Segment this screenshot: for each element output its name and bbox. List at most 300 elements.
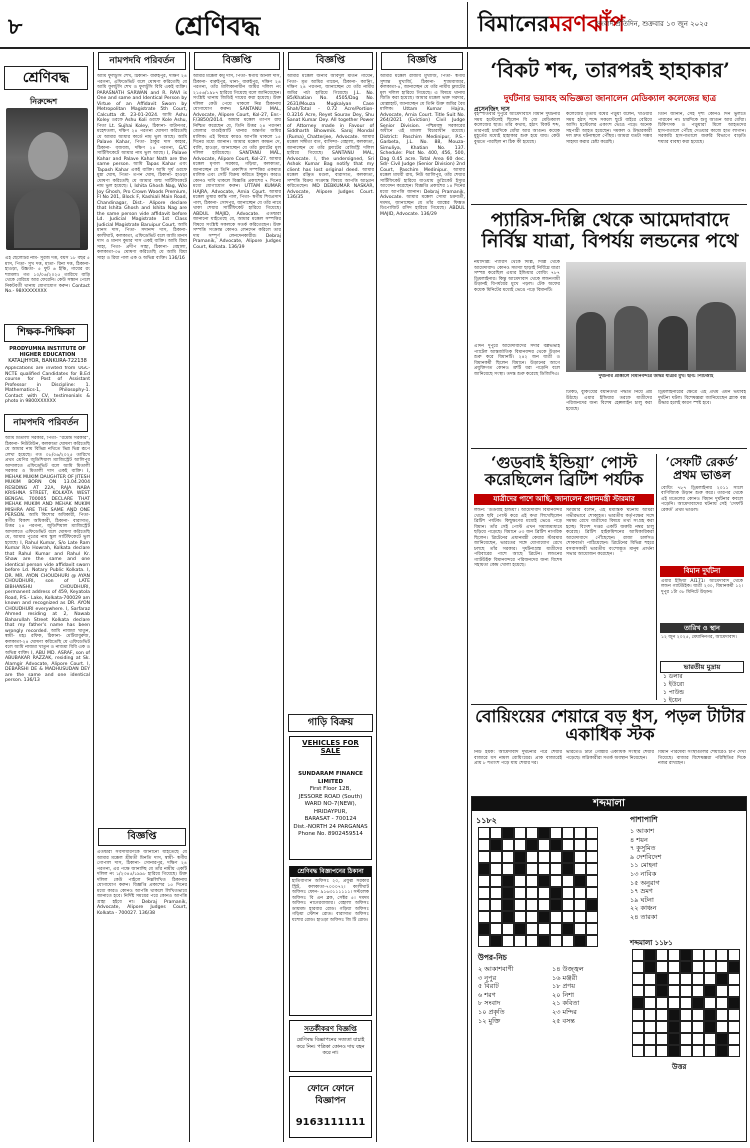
crossword-cell <box>478 851 490 863</box>
phone-ad <box>289 1076 372 1138</box>
crossword-cell <box>680 1009 692 1021</box>
crossword-cell <box>704 997 716 1009</box>
crossword-block-cell <box>574 935 586 947</box>
crossword-block-cell <box>574 875 586 887</box>
headline-1: ‘বিকট শব্দ, তারপরই হাহাকার’ <box>490 58 730 82</box>
crossword-cell <box>514 827 526 839</box>
crossword-cell <box>668 949 680 961</box>
crossword-cell <box>514 899 526 911</box>
article-3-col-b: স্টারমার বলেন, এই মর্মান্তিক ঘটনায় আমরা গভীরভাবে শোকাহত। ভারতীয় কর্তৃপক্ষের সঙ্গে সমন্বয় রেখে যাত্রীদের বিষয়ে তথ্য সংগ্রহ করা হচ্ছে। বিদেশ দপ্তর একটি জরুরি নম্বর চালু করেছে। ব্রিটিশ হাইকমিশনের আধিকারিকরা আমেদাবাদে পৌঁছেছেন। রাজা চার্লসও শোকবার্তা পাঠিয়েছেন। ব্রিটেনের বিভিন্ন শহরে বসবাসকারী ভারতীয় বংশোদ্ভূত মানুষ প্রার্থনা সভার আয়োজন করেছেন। <box>566 508 654 557</box>
airport-photo <box>566 262 746 372</box>
crossword-cell <box>514 887 526 899</box>
crossword-cell <box>632 961 644 973</box>
across-clue-10: ২৪ তারকা <box>630 912 658 921</box>
crossword-cell <box>668 997 680 1009</box>
photo-crowd-3 <box>658 316 688 370</box>
crossword-cell <box>586 887 598 899</box>
crossword-cell <box>632 1009 644 1021</box>
across-clue-7: ১৭ ভ্রমণ <box>630 887 653 896</box>
crossword-cell <box>478 827 490 839</box>
caution-title: সতর্কীকরণ বিজ্ঞপ্তি <box>304 1025 357 1033</box>
crossword-cell <box>562 839 574 851</box>
crossword-cell <box>478 887 490 899</box>
crossword-cell <box>716 1009 728 1021</box>
info-box-2-text: ১২ জুন ২০২৫, মেঘানিনগর, আমেদাবাদ। <box>661 634 737 640</box>
vehicle-ad-line-5: BARASAT - 700124 <box>304 816 357 822</box>
crossword-cell <box>574 887 586 899</box>
down-clue-12: ২৩ মন্দির <box>552 1007 577 1016</box>
crossword-cell <box>586 863 598 875</box>
crossword-cell <box>550 851 562 863</box>
shrenibaddha-header: শ্রেণিবদ্ধ <box>4 66 88 90</box>
crossword-cell <box>514 839 526 851</box>
bigyapti-header-1: বিজ্ঞপ্তি <box>98 828 186 846</box>
crossword-cell <box>632 949 644 961</box>
crossword-block-cell <box>490 935 502 947</box>
crossword-cell <box>562 875 574 887</box>
crossword-block-cell <box>728 997 740 1009</box>
across-clue-0: ১ আকাশ <box>630 827 655 835</box>
col-sep-4 <box>376 52 377 1142</box>
institute-city: KATALJHYOR, BANKURA-722138 <box>8 358 87 365</box>
crossword-cell <box>716 997 728 1009</box>
across-clue-3: ৯ দেশবিদেশ <box>630 852 662 861</box>
crossword-block-cell <box>668 1009 680 1021</box>
currency-row-1: ১ ইউরো <box>663 680 685 688</box>
crossword-cell <box>692 985 704 997</box>
article-1-col-a: বৃহস্পতিবার দুপুরে আমেদাবাদে বিমান দুর্ঘটনার সময় হস্টেলেই ছিলেন বি জে মেডিক্যাল কলেজের ছাত্র। তাঁর কথায়, হঠাৎ বিকট শব্দ, তারপরই চারদিকে ধোঁয়া আর আগুন। কয়েক মুহূর্তের মধ্যেই হাহাকার শুরু হয়ে যায়। কেউ বুঝতে পারছিল না ঠিক কী হয়েছে। <box>474 112 560 145</box>
crossword-cell <box>632 1021 644 1033</box>
crossword-cell <box>550 935 562 947</box>
shikkhok-header: শিক্ষক-শিক্ষিকা <box>4 324 88 342</box>
down-clue-10: ২০ নিশা <box>552 990 574 999</box>
crossword-cell <box>526 851 538 863</box>
byline-1: প্রসেনজিৎ দাস <box>474 106 510 113</box>
crossword-cell <box>586 935 598 947</box>
crossword-cell <box>478 899 490 911</box>
subhead-3: যাত্রীদের পাশে আছি, জানালেন প্রধানমন্ত্রী স্টারমার <box>474 494 654 505</box>
crossword-block-cell <box>668 1045 680 1057</box>
currency-row-2: ১ পাউন্ড <box>663 688 685 696</box>
name-change-col2-text: আমি ফুলটুসি শেখ, ঠিকানা- বারুইপুর, দক্ষিণ ২৪ পরগনা, এফিডেভিট বলে ঘোষণা করিতেছি যে আমি ফুলটুসি শেখ ও ফুলটুসি বিবি একই ব্যক্তি। PARASNATH SARWAN and R. RAVI is One and same and Identical Person by Virtue of an Affidavit Sworn by Metropolitan Magistrate 5th Court, Calcutta dt. 23-01-2024. আমি Ashu Koley ওরফে Ashu Koli ওরফে Kole Ashu, পিতা Lt. Sujhai Koley, ঠিকানা- বাটানগর, মহেশতলা, দক্ষিণ ২৪ পরগনা ঘোষণা করিতেছি যে আমার আধার কার্ডে নাম ভুল আছে। আমি Palave Kahar, পিতা- ঠাকুর দাস কাহার, ঠিকানা- বজবজ, দক্ষিণ ২৪ পরগনা, G/C সার্টিফিকেটে আমার নাম ভুল আছে। I, Palave Kahar and Palave Kahar Nath are the same person. আমি Tapas Kahar এবং Tapash Kahar একই ব্যক্তি। আমি সূর্য ওরফে মুন্না ঘোষ, পিতা- তপন ঘোষ, ঠিকানা- হাওড়া ঘোষণা করিতেছি যে আমার জন্ম সার্টিফিকেটে নাম ভুল হয়েছে। I, Ishita Ghosh Nag, W/o Joy Ghosh, Pro Crown Woods Premium, Fl No 201, Block F, Kashiali Main Road, Chandinagar, Dist.- Alipore declare that Ishita Ghosh and Ishita Nag are the same person vide affidavit before Ld. Judicial Magistrate 1st Class Judicial Magistrate Baruipur Court. আমি মানস দাস, পিতা- সদানন্দ দাস, ঠিকানা- কালীঘাট, কলকাতা, এফিডেভিট বলে আমি মানস দাস ও মানস কুমার দাস একই ব্যক্তি। আমি রিয়া সাহা, পিতা- প্রদীপ সাহা, ঠিকানা- বেহালা, কলকাতা-৩৪ ঘোষণা করিতেছি যে আমি রিয়া সাহা ও রিয়া পাল এক ও অভিন্ন ব্যক্তি। 136/16 <box>97 74 187 261</box>
info-box-2: তারিখ ও স্থান <box>660 623 744 633</box>
crossword-cell <box>692 1021 704 1033</box>
sidebar-box <box>656 454 747 704</box>
crossword-across-label: পাশাপাশি <box>630 815 658 824</box>
paper-name-red: মরণঝাঁপ <box>549 11 625 37</box>
across-clue-1: ৪ শয়ন <box>630 835 648 844</box>
crossword-cell <box>490 863 502 875</box>
crossword-cell <box>656 1045 668 1057</box>
sidebar-headline: ‘সেফটি রেকর্ড’ প্রথম ভাঙল <box>665 455 739 482</box>
crossword-cell <box>644 1009 656 1021</box>
crossword-cell <box>692 1009 704 1021</box>
classified-office-box <box>289 866 372 1016</box>
crossword-cell <box>526 899 538 911</box>
crossword-block-cell <box>586 899 598 911</box>
crossword-cell <box>644 1045 656 1057</box>
crossword-cell <box>490 827 502 839</box>
article-2-col-b: এদিন দুপুরে আমেদাবাদের সর্দার বল্লভভাই প্যাটেল আন্তর্জাতিক বিমানবন্দর থেকে উড়ান শুরু করে বিমানটি। ২৪২ জন যাত্রী ও বিমানকর্মী ছিলেন বিমানে। উড়ানের আগে প্রযুক্তিগত কোনও ত্রুটি ধরা পড়েনি বলে জানিয়েছে সংস্থা। তদন্ত শুরু করেছে ডিজিসিএ। <box>474 344 560 377</box>
article-4-col-c: বিমান পরিষেবা সংস্থাগুলির শেয়ারেও চাপ দেখা গিয়েছে। বাজার বিশেষজ্ঞরা পরিস্থিতির দিকে নজর রাখছেন। <box>658 750 746 766</box>
gari-bikroy-header: গাড়ি বিক্রয় <box>288 714 373 732</box>
crossword-cell <box>632 985 644 997</box>
down-clue-4: ৮ সংবাদ <box>478 999 501 1008</box>
crossword-cell <box>656 1021 668 1033</box>
crossword-solution-grid <box>632 949 740 1057</box>
crossword-block-cell <box>704 1009 716 1021</box>
crossword-block-cell <box>538 911 550 923</box>
vehicle-ad-line-4: HRIDAYPUR, <box>313 808 348 815</box>
crossword-panel <box>471 796 747 1142</box>
crossword-cell <box>716 985 728 997</box>
crossword-block-cell <box>514 851 526 863</box>
crossword-cell <box>668 973 680 985</box>
crossword-cell <box>574 923 586 935</box>
crossword-cell <box>656 997 668 1009</box>
crossword-cell <box>668 985 680 997</box>
rule-h2 <box>471 448 747 449</box>
bigyapti-header-3: বিজ্ঞপ্তি <box>288 52 373 70</box>
crossword-cell <box>644 985 656 997</box>
down-clue-2: ৫ বিরাট <box>478 982 499 991</box>
crossword-cell <box>478 911 490 923</box>
bigyapti-col3-text: আমার মক্কেল কমু দাস, পিতা- স্বর্গীয় অনিল দাস, ঠিকানা- বারুইপুর, থানা- বারুইপুর, দক্ষিণ ২৪ পরগনা, তাঁর মালিকানাধীন জমির দলিল নং ২১৫৬/১৯৮৭ হারিয়ে গিয়েছে বলে জানিয়েছেন। সংশ্লিষ্ট থানায় জিডিই দায়ের করা হয়েছে। উক্ত দলিল কেউ পেয়ে থাকলে নিম্ন ঠিকানায় যোগাযোগ করুন। SANTANU MAL, Advocate, Alipore Court, Kol-27, Enr.-F/3850/2014. আমার মক্কেল তাপস রায় নিশ্চিত করেছেন যে, তিনি উত্তর ২৪ পরগনা জেলার বাগুইআটি থানার অন্তর্গত জমির মালিক। এই বিষয়ে কারও আপত্তি থাকলে ১৫ দিনের মধ্যে জানান। আমার মক্কেল কাঞ্চন দে, বালি, হাওড়া, জানাচ্ছেন যে তাঁর ফ্ল্যাটের মূল দলিল হারিয়েছে। SANTANU MAL, Advocate, Alipore Court, Kol-27. আমার মক্কেল মৃণাল সরকার, গড়িয়া, কলকাতা, জানাচ্ছেন যে তিনি প্রকাশিত সম্পত্তির একমাত্র মালিক এবং সেটি বিক্রয় করিতে ইচ্ছুক। কারও কোনও দাবি থাকলে বিজ্ঞপ্তি প্রকাশের ৭ দিনের মধ্যে যোগাযোগ করুন। UTTAM KUMAR HAJRA, Advocate, Arnia Court. আমার মক্কেল তুষার কান্তি পাল, পিতা- স্বর্গীয় শিবপ্রসাদ পাল, ঠিকানা- সোদপুর, জানাচ্ছেন যে তাঁর নামে থাকা শেয়ার সার্টিফিকেট হারিয়ে গিয়েছে। ABDUL MAJID, Advocate. এতদ্বারা জানানো যাইতেছে যে, আমার মক্কেল সম্পত্তির বিষয়ে সংশ্লিষ্ট সকলকে সতর্ক করিতেছেন। উক্ত সম্পত্তি সংক্রান্ত কোনও লেনদেন করিলে তার দায় সম্পূর্ণ লেনদেনকারীর। Debraj Pramanik, Advocate, Alipore Judges Court, Kolkata. 136/39 <box>193 74 281 250</box>
article-3-col-a: লন্ডন: ‘গুডবাই ইন্ডিয়া’। আমেদাবাদ বিমানবন্দর থেকে ছবি পোস্ট করে এই কথা লিখেছিলেন ব্রিটিশ পর্যটক। কিছুক্ষণের মধ্যেই ভেঙে পড়ে বিমান। তাঁর সেই পোস্ট এখন সমাজমাধ্যমে ছড়িয়ে পড়েছে। বিমানে ৫৩ জন ব্রিটিশ নাগরিক ছিলেন। ব্রিটেনের প্রধানমন্ত্রী কেয়ার স্টারমার জানিয়েছেন, ভারতের সঙ্গে যোগাযোগ রেখে চলছে তাঁর সরকার। দুর্ঘটনাগ্রস্ত যাত্রীদের পরিবারের পাশে আছে ব্রিটেন। লন্ডনের গ্যাটউইক বিমানবন্দরে পরিজনদের জন্য বিশেষ সহায়তা কেন্দ্র খোলা হয়েছে। <box>474 508 562 568</box>
niruddesh-label: নিরুদ্দেশ <box>30 97 58 106</box>
article-2-col-d: ড্রিমলাইনারের ক্ষেত্রে এই প্রথম এমন ভয়াবহ দুর্ঘটনা ঘটল। বিশেষজ্ঞরা জানিয়েছেন ব্ল্যাক বক্স উদ্ধার হলেই কারণ স্পষ্ট হবে। <box>658 390 746 406</box>
article-4-col-b: ভারতেও টাটা গোষ্ঠীর একাধিক সংস্থার শেয়ার পড়েছে। লগ্নিকারীরা সতর্ক অবস্থান নিয়েছেন। <box>566 750 654 761</box>
crossword-block-cell <box>716 973 728 985</box>
crossword-cell <box>586 851 598 863</box>
crossword-block-cell <box>668 1021 680 1033</box>
paper-name-black: বিমানের <box>478 11 550 37</box>
info-box-text: এয়ার ইন্ডিয়া AI171। আমেদাবাদ থেকে লন্ডন গ্যাটউইক। যাত্রী ২৩০, বিমানকর্মী ১২। দুপুর ১টা ৩৮ মিনিটে উড়ান। <box>661 578 743 595</box>
crossword-cell <box>478 839 490 851</box>
crossword-block-cell <box>538 875 550 887</box>
across-clue-5: ১৩ নাবিক <box>630 869 657 878</box>
article-4-col-a: নিউ ইয়র্ক: আমেদাবাদ দুর্ঘটনার পরে শেয়ার বাজারে ধস নামল বোয়িংয়ের। প্রাক বাজারেই প্রায় ৮ শতাংশ পড়ে যায় শেয়ার দর। <box>474 750 562 766</box>
crossword-cell <box>728 985 740 997</box>
col-sep-3 <box>283 52 284 1142</box>
crossword-block-cell <box>632 997 644 1009</box>
crossword-cell <box>526 863 538 875</box>
across-clue-9: ২২ কাঞ্চন <box>630 904 657 913</box>
down-clue-5: ১০ প্রকৃতি <box>478 1007 505 1016</box>
crossword-cell <box>680 1033 692 1045</box>
crossword-cell <box>692 949 704 961</box>
col-sep-2 <box>189 52 190 1142</box>
crossword-block-cell <box>514 863 526 875</box>
page-number: ৮ <box>8 15 23 40</box>
across-clue-6: ১৫ অনুরাগ <box>630 878 660 887</box>
crossword-cell <box>656 961 668 973</box>
headline-2: প্যারিস-দিল্লি থেকে আমেদাবাদে নির্বিঘ্ন যাত্রা, বিপর্যয় লন্ডনের পথে <box>481 209 739 252</box>
vehicle-ad-line-6: Dist.-NORTH 24 PARGANAS <box>293 823 368 830</box>
col-sep-1 <box>93 52 94 1142</box>
name-change-col1-text: আমি মিতালী সরকার, পিতা- "রমেন্দ্র সরকার", ঠিকানা- নিউটাউন, কলকাতা ঘোষণা করিতেছি যে আমার নাম বিভিন্ন নথিতে ভিন্ন ভিন্ন রূপে লেখা হয়েছে। গত ০৮/০৬/২০২৫ তারিখে প্রথম শ্রেণির জুডিশিয়াল ম্যাজিস্ট্রেট আলিপুর আদালতে এফিডেভিট বলে আমি মিতালী সরকার ও মিতালী দাস একই ব্যক্তি। I, MEHAK MUKIM DAUGHTER OF JITESH MUKIM BORN ON 13.04.2004 RESIDING AT 22A, RAJA NABA KRISHNA STREET, KOLKATA WEST BENGAL 700005 DECLARE THAT MEHAK MUKIM AND MEHAK MUKIM MISHRA ARE THE SAME AND ONE PERSON. আমি কিশোর অধিকারী, পিতা- স্বর্গীয় বিকাশ অধিকারী, ঠিকানা- বারাসাত, উত্তর ২৪ পরগনা, জুডিশিয়াল ম্যাজিস্ট্রেট আদালতে এফিডেভিট বলে ঘোষণা করিতেছি যে, আমার পুত্রের নাম স্কুল সার্টিফিকেটে ভুল হয়েছে। I, Rahul Kumar, S/o Late Ram Kumar R/o Howrah, Kolkata declare that Rahul Kumar and Rahul Kr. Shaw are the same and one identical person vide affidavit sworn before Ld. Notary Public Kolkata. I, DR. MR. AYON CHOUDHURI @ AYAN CHOUDHURI, son of LATE BIBHANSHU CHOUDHURI, permanent address of 459, Keyatola Road, P.S.- Lake, Kolkata-700029 am known and recognized as DR. AYON CHOUDHURI everywhere. I, Sarfaraz Ahmed residing at 2, Nawab Baharullah Street Kolkata declare that my father's name has been wrongly recorded. আমি নাজমা খাতুন, স্বামী- মহঃ রফিক, ঠিকানা- মেটিয়াবুরুজ, কলকাতা-২৪ ঘোষণা করিতেছি যে এফিডেভিট বলে আমি নাজমা খাতুন ও নাজমা বিবি এক ও অভিন্ন ব্যক্তি। I, ABU MD. ASRAF, son of ABUBAKAR RAZZAK, residing at Sk. Alamgir Advocate, Alipore Court. I, DEBARSHI DE & MADHUSUDAN DEY are the same and one identical person. 136/13 <box>5 436 90 683</box>
crossword-cell <box>644 973 656 985</box>
crossword-cell <box>692 973 704 985</box>
classified-office-title: শ্রেণিবদ্ধ বিজ্ঞাপনের ঠিকানা <box>290 867 371 877</box>
crossword-cell <box>680 973 692 985</box>
crossword-cell <box>550 827 562 839</box>
down-clue-9: ১৮ প্রণয় <box>552 982 576 991</box>
crossword-cell <box>538 863 550 875</box>
caution-text: শ্রেণিবদ্ধ বিজ্ঞাপনের সত্যতা যাচাই করে নিন। পত্রিকা কোনও দায় বহন করে না। <box>296 1037 365 1056</box>
crossword-cell <box>716 949 728 961</box>
crossword-cell <box>478 935 490 947</box>
crossword-cell <box>574 911 586 923</box>
crossword-cell <box>656 949 668 961</box>
crossword-cell <box>550 863 562 875</box>
crossword-block-cell <box>526 839 538 851</box>
phone-ad-label: ফোনে ফোনে বিজ্ঞাপন <box>307 1084 354 1106</box>
crossword-number: ১১৮২ <box>476 816 497 825</box>
down-clue-11: ২১ কবিতা <box>552 999 580 1008</box>
photo-crowd-2 <box>614 306 648 370</box>
institute-text: Applications are invited from UGC-NCTE qualified Candidates for B.Ed course for Post of Assistant Professor in Discipline: 1. Mathematics-1, Philosophy-1. Contact with CV, testimonials & photo in 9800XXXXXX <box>5 366 90 404</box>
crossword-cell <box>526 827 538 839</box>
crossword-block-cell <box>502 899 514 911</box>
crossword-cell <box>514 935 526 947</box>
down-clue-1: ৩ নূপুর <box>478 973 497 982</box>
bigyapti-col4-text: আমার মক্কেল জনাব আবদুল মতিন গায়েন, পিতা- মৃত আমির গায়েন, ঠিকানা- ক্যানিং, দক্ষিণ ২৪ পরগনা, জানাচ্ছেন যে তাঁর নামীয় জমির পর্চা হারিয়ে গিয়েছে। J.L. No. 85/Khatian No. 4505/Dag No. 2631/Mouza Mugkalyan Case Shah/Total - 0.72 Acre/Portion- 0.3216 Acre, Reyet Sourav Dey, Shu Sanat Kumar Dey. All together Power of Attorney made in Favour of Siddharth Bhowmik. Saroj Mondal (Ruma) Chatterjee, Advocate. আমার মক্কেল সঙ্গীতা বাগ, বাসিন্দা- বেহালা, কলকাতা, জানাচ্ছেন যে তাঁর ফ্ল্যাটের রেজিস্ট্রি দলিল হারিয়ে গিয়েছে। SANTANU MAL, Advocate. I, the undersigned, Sri Ashok Kumar Bag notify that my client has lost original deed. আমার মক্কেল রঞ্জিত মণ্ডল, বারাসাত, কলকাতা, সম্পত্তি বিক্রয় সংক্রান্ত বিষয়ে আপত্তি আহ্বান করিতেছেন। MD DEBKUMAR NASKAR, Advocate, Alipore Judges Court. 136/35 <box>287 74 374 200</box>
crossword-block-cell <box>538 827 550 839</box>
crossword-cell <box>490 875 502 887</box>
crossword-cell <box>680 1045 692 1057</box>
crossword-block-cell <box>668 1033 680 1045</box>
rule-h3 <box>471 704 747 705</box>
bigyapti-header-4: বিজ্ঞপ্তি <box>381 52 463 70</box>
crossword-solution-label: উত্তর <box>672 1063 687 1071</box>
crossword-cell <box>728 949 740 961</box>
classified-office-text: হাতিবাগান অফিসঃ ২০, প্রফুল্ল সরকার স্ট্রিট, কলকাতা-৭০০০৭২। কালীঘাট অফিসঃ ফোন- ৯১৬৩১১১১১১। সল্টলেক অফিসঃ বি এন ব্লক, সেক্টর ৫। দমদম অফিসঃ নাগেরবাজার। বেহালা অফিসঃ ডায়মন্ড হারবার রোড। গড়িয়া অফিসঃ গড়িয়া স্টেশন রোড। বারাসাত অফিসঃ যশোর রোড। হাওড়া অফিসঃ জি টি রোড। <box>292 879 369 923</box>
crossword-block-cell <box>656 985 668 997</box>
down-clue-13: ২৫ বসন্ত <box>552 1016 575 1025</box>
crossword-block-cell <box>562 851 574 863</box>
crossword-cell <box>526 935 538 947</box>
crossword-cell <box>692 1045 704 1057</box>
down-clue-0: ২ আকাশবাণী <box>478 965 514 973</box>
headline-4: বোয়িংয়ের শেয়ারে বড় ধস, পড়ল টাটার একাধিক স্টক <box>475 707 745 746</box>
crossword-cell <box>538 851 550 863</box>
currency-row-3: ১ ইয়েন <box>663 696 682 704</box>
article-2-col-c: টিকিট, বুকিংয়ের বয়ানতথ্য পদ্ধতি নিয়ে প্রশ্ন উঠছে। এয়ার ইন্ডিয়ার তরফে যাত্রীদের পরিজনদের জন্য বিশেষ হেল্পলাইন চালু করা হয়েছে। <box>566 390 652 412</box>
article-2-col-a: নয়াদিল্লি: প্যারিস থেকে দিল্লি, দিল্লি থেকে আমেদাবাদ। কোনও সমস্যা ছাড়াই নির্বিঘ্নে যাত্রা সম্পন্ন করেছিল এয়ার ইন্ডিয়ার বোয়িং ৭৮৭ ড্রিমলাইনার। কিন্তু আমেদাবাদ থেকে লন্ডনগামী উড়ানই বিপর্যয়ের মুখে পড়ল। টেক অফের কয়েক মিনিটের মধ্যেই ভেঙে পড়ে বিমানটি। <box>474 260 560 293</box>
crossword-cell <box>574 863 586 875</box>
crossword-cell <box>502 923 514 935</box>
missing-person-photo <box>6 108 88 250</box>
across-clue-4: ১১ মোহনা <box>630 861 658 870</box>
crossword-cell <box>562 935 574 947</box>
crossword-cell <box>526 911 538 923</box>
crossword-cell <box>478 875 490 887</box>
crossword-cell <box>502 863 514 875</box>
photo-caption: দুর্ঘটনার প্রাক্কালে বিমানবন্দরে উদ্বিগ্ন যাত্রীর মুখ। ছবি: পিটিআই <box>598 374 714 379</box>
crossword-cell <box>644 1033 656 1045</box>
name-change-header-2: নামপদবি পরিবর্তন <box>4 414 88 432</box>
crossword-cell <box>562 887 574 899</box>
crossword-cell <box>526 923 538 935</box>
crossword-cell <box>514 875 526 887</box>
crossword-cell <box>550 923 562 935</box>
crossword-cell <box>490 899 502 911</box>
date-line: সংবাদ প্রতিদিন, শুক্রবার ১৩ জুন ২০২৫ <box>596 20 709 28</box>
crossword-block-cell <box>550 887 562 899</box>
crossword-block-cell <box>502 875 514 887</box>
subhead-1: দুর্ঘটনার ভয়াবহ অভিজ্ঞতা জানালেন মেডিক্যাল কলেজের ছাত্র <box>503 94 717 104</box>
crossword-block-cell <box>728 961 740 973</box>
crossword-cell <box>574 899 586 911</box>
currency-row-0: ১ ডলার <box>663 672 683 680</box>
sidebar-text: বোয়িং ৭৮৭ ড্রিমলাইনার ২০১১ সালে বাণিজ্যিক উড়ান শুরু করে। তারপর থেকে এই মডেলের কোনও বিমান দুর্ঘটনার কবলে পড়েনি। আমেদাবাদের ঘটনায় সেই ‘সেফটি রেকর্ড’ প্রথম ভাঙল। <box>661 485 743 513</box>
crossword-cell <box>704 949 716 961</box>
crossword-cell <box>502 839 514 851</box>
missing-person-text: এই ছেলেটির নাম- সুরজ দত্ত, বয়স ১৮ বছর ৫ মাস, পিতা- সুখ দত্ত, মাতা- রিনা দত্ত, ঠিকানা- হাওড়া, উচ্চতা- ৫ ফুট ৬ ইঞ্চি, গায়ের রং শ্যামলা। গত ১০/০৬/২০২৫ তারিখে বাড়ি থেকে বেরিয়ে আর ফেরেনি। কেউ সন্ধান পেলে নিকটবর্তী থানায় যোগাযোগ করুন। Contact No.- 98XXXXXXXX <box>5 256 90 294</box>
crossword-block-cell <box>716 1045 728 1057</box>
crossword-down-list-a <box>478 965 548 1025</box>
crossword-cell <box>728 1045 740 1057</box>
crossword-cell <box>644 997 656 1009</box>
crossword-cell <box>538 839 550 851</box>
crossword-cell <box>490 851 502 863</box>
crossword-cell <box>526 875 538 887</box>
crossword-block-cell <box>550 899 562 911</box>
crossword-cell <box>728 1033 740 1045</box>
crossword-cell <box>680 1021 692 1033</box>
vehicle-ad-line-3: WARD NO-7(NEW), <box>304 801 357 807</box>
crossword-cell <box>656 1033 668 1045</box>
crossword-cell <box>668 961 680 973</box>
crossword-cell <box>704 1033 716 1045</box>
photo-face <box>28 132 68 180</box>
crossword-block-cell <box>704 985 716 997</box>
caution-box <box>289 1020 372 1072</box>
masthead <box>0 0 750 52</box>
crossword-prev-label: শব্দমালা ১১৮১ <box>630 939 673 947</box>
crossword-cell <box>632 1033 644 1045</box>
crossword-down-label: উপর-নিচ <box>478 953 507 962</box>
crossword-block-cell <box>502 887 514 899</box>
info-box-title: বিমান দুর্ঘটনা <box>660 566 744 577</box>
crossword-cell <box>502 935 514 947</box>
crossword-block-cell <box>716 1033 728 1045</box>
down-clue-3: ৬ শরণ <box>478 990 496 999</box>
crossword-cell <box>586 839 598 851</box>
crossword-block-cell <box>704 1021 716 1033</box>
crossword-cell <box>704 961 716 973</box>
masthead-rule <box>0 47 750 49</box>
crossword-cell <box>692 961 704 973</box>
crossword-cell <box>562 911 574 923</box>
crossword-cell <box>562 827 574 839</box>
crossword-cell <box>716 1021 728 1033</box>
col-sep-5 <box>467 52 468 1142</box>
crossword-cell <box>502 851 514 863</box>
crossword-cell <box>574 851 586 863</box>
crossword-cell <box>644 1021 656 1033</box>
crossword-cell <box>562 899 574 911</box>
crossword-block-cell <box>478 923 490 935</box>
crossword-title: শব্দমালা <box>472 797 746 811</box>
crossword-block-cell <box>692 997 704 1009</box>
down-clue-6: ১২ মুক্তি <box>478 1016 501 1025</box>
crossword-cell <box>716 961 728 973</box>
crossword-across-list <box>630 827 742 922</box>
article-1-col-b: কলেজের তৃতীয় বর্ষের পড়ুয়া বলেন, খাওয়ার সময় হঠাৎ শব্দে সকলে ছুটে বাইরে বেরিয়ে আসি। হস্টেলের একাংশ ভেঙে পড়ে। অনেক সহপাঠী আহত হয়েছেন। দমকল ও উদ্ধারকারী দল দ্রুত ঘটনাস্থলে পৌঁছয়। আমরা যতটা সম্ভব সাহায্য করার চেষ্টা করেছি। <box>566 112 652 145</box>
crossword-down-list-b <box>552 965 622 1025</box>
institute-name: PRODYUMNA INSTITUTE OF HIGHER EDUCATION <box>9 346 86 359</box>
crossword-cell <box>538 899 550 911</box>
rule-h1 <box>471 204 747 205</box>
crossword-block-cell <box>490 839 502 851</box>
photo-crowd-4 <box>696 302 736 370</box>
bigyapti-header-2: বিজ্ঞপ্তি <box>194 52 280 70</box>
crossword-block-cell <box>502 911 514 923</box>
crossword-cell <box>728 1021 740 1033</box>
vehicle-ad-line-1: First Floor 12B, <box>309 786 352 792</box>
crossword-cell <box>526 887 538 899</box>
masthead-divider <box>467 2 468 47</box>
crossword-cell <box>728 973 740 985</box>
crossword-block-cell <box>502 827 514 839</box>
crossword-cell <box>514 911 526 923</box>
crossword-cell <box>632 1045 644 1057</box>
section-title: শ্রেণিবদ্ধ <box>174 12 261 42</box>
crossword-block-cell <box>478 863 490 875</box>
crossword-block-cell <box>550 839 562 851</box>
crossword-cell <box>550 875 562 887</box>
phone-ad-number: 9163111111 <box>295 1117 366 1128</box>
crossword-block-cell <box>562 863 574 875</box>
across-clue-8: ১৯ ঘটনা <box>630 895 654 904</box>
crossword-cell <box>538 923 550 935</box>
crossword-cell <box>490 911 502 923</box>
down-clue-7: ১৪ উজ্জ্বল <box>552 965 584 973</box>
name-change-header: নামপদবি পরিবর্তন <box>98 52 186 70</box>
crossword-cell <box>574 839 586 851</box>
bigyapti-col5-text: আমার মক্কেল রাজীব মুখার্জি, পিতা- স্বর্গীয় সুশান্ত মুখার্জি, ঠিকানা- শ্যামবাজার, কলকাতা-৪, জানাচ্ছেন যে তাঁর নামীয় ফ্ল্যাটের মূল দলিল হারিয়ে গিয়েছে। এ বিষয়ে থানায় জিডি করা হয়েছে। আমার মক্কেল ভক্ত সরদার, মোল্লাহাট, জানাচ্ছেন যে তিনি উক্ত জমির বৈধ মালিক। Uttam Kumar Hajra, Advocate, Arnia Court. Title Suit No. 264/2021 (Eviction) Civil Judge Senior Division. পশ্চিমবঙ্গ সরকারের অধীনে এই মামলা বিচারাধীন রয়েছে। District: Paschim Medinipur, P.S.- Garbeta, J.L. No. 88, Mouza- Simuliya, Khatian No. 137. Schedule: Plot No. 400, 456, 500, Dag 0.45 acre. Total Area 60 dec. Sd/- Civil Judge (Senior Division) 2nd Court, Paschim Medinipur. আমার মক্কেল মাধবী রায়, নিউ আলিপুর, তাঁর শেয়ার সার্টিফিকেট হারিয়ে যাওয়ায় ডুপ্লিকেট ইস্যুর আবেদন করেছেন। বিজ্ঞপ্তি প্রকাশের ১৪ দিনের মধ্যে আপত্তি জানান। Debraj Pramanik, Advocate. আমার মক্কেল সোমা চক্রবর্তী, দমদম, জানাচ্ছেন যে তাঁর ব্যাঙ্কের ফিক্সড ডিপোজিট রসিদ হারিয়ে গিয়েছে। ABDUL MAJID, Advocate. 136/29 <box>380 74 465 217</box>
headline-3: ‘গুডবাই ইন্ডিয়া’ পোস্ট করেছিলেন ব্রিটিশ পর্যটক <box>484 453 644 490</box>
crossword-cell <box>692 1033 704 1045</box>
crossword-cell <box>490 923 502 935</box>
crossword-block-cell <box>644 949 656 961</box>
currency-title: ভারতীয় মুদ্রায় <box>660 661 744 673</box>
crossword-cell <box>704 973 716 985</box>
vehicle-ad-line-7: Phone No. 8902459514 <box>298 831 363 837</box>
crossword-block-cell <box>680 949 692 961</box>
vehicle-ad-line-2: JESSORE ROAD (South) <box>298 793 363 800</box>
crossword-cell <box>586 911 598 923</box>
crossword-cell <box>656 1009 668 1021</box>
crossword-cell <box>728 1009 740 1021</box>
crossword-cell <box>538 887 550 899</box>
vehicle-ad <box>289 736 372 860</box>
crossword-block-cell <box>656 973 668 985</box>
article-1-col-c: তিনি জানান, সেই দৃশ্য কোনও দিন ভুলতে পারবেন না। চারদিকে শুধু আগুন আর ধোঁয়া। চিকিৎসক ও পড়ুয়ারা মিলে আহতদের হাসপাতালে পৌঁছে দেওয়ার কাজে হাত লাগান। সরকারি হাসপাতালে জরুরি বিভাগে বাড়তি শয্যার ব্যবস্থা করা হয়েছে। <box>658 112 746 145</box>
crossword-cell <box>704 1045 716 1057</box>
across-clue-2: ৭ কুসুমিত <box>630 844 656 853</box>
crossword-grid <box>478 827 598 947</box>
vehicle-ad-title: VEHICLES FOR SALE <box>302 739 359 755</box>
crossword-block-cell <box>538 935 550 947</box>
crossword-cell <box>680 997 692 1009</box>
bigyapti-col2-text: এতদ্বারা সর্বসাধারণকে জানানো যাইতেছে যে আমার মক্কেল শ্রীমতী মিনতি দাস, স্বামী- স্বর্গীয় গোপাল দাস, ঠিকানা- সোনারপুর, দক্ষিণ ২৪ পরগনা, এর পক্ষে জানাচ্ছি যে তাঁর নামীয় একটি দলিল নং ১/২৩৪৫/১৯৯৮ হারিয়ে গিয়েছে। উক্ত দলিল কেউ পাইলে নিম্নলিখিত ঠিকানায় যোগাযোগ করুন। বিজ্ঞপ্তি প্রকাশের ১৫ দিনের মধ্যে কারও কোনও আপত্তি থাকলে লিখিতভাবে জানাতে হবে। নির্দিষ্ট সময়ের পরে কোনও আপত্তি গ্রাহ্য হইবে না। Debraj Pramanik, Advocate, Alipore Judges Court, Kolkata - 700027. 136/38 <box>97 850 187 916</box>
crossword-cell <box>490 887 502 899</box>
crossword-cell <box>550 911 562 923</box>
down-clue-8: ১৬ মঞ্জরী <box>552 973 578 982</box>
